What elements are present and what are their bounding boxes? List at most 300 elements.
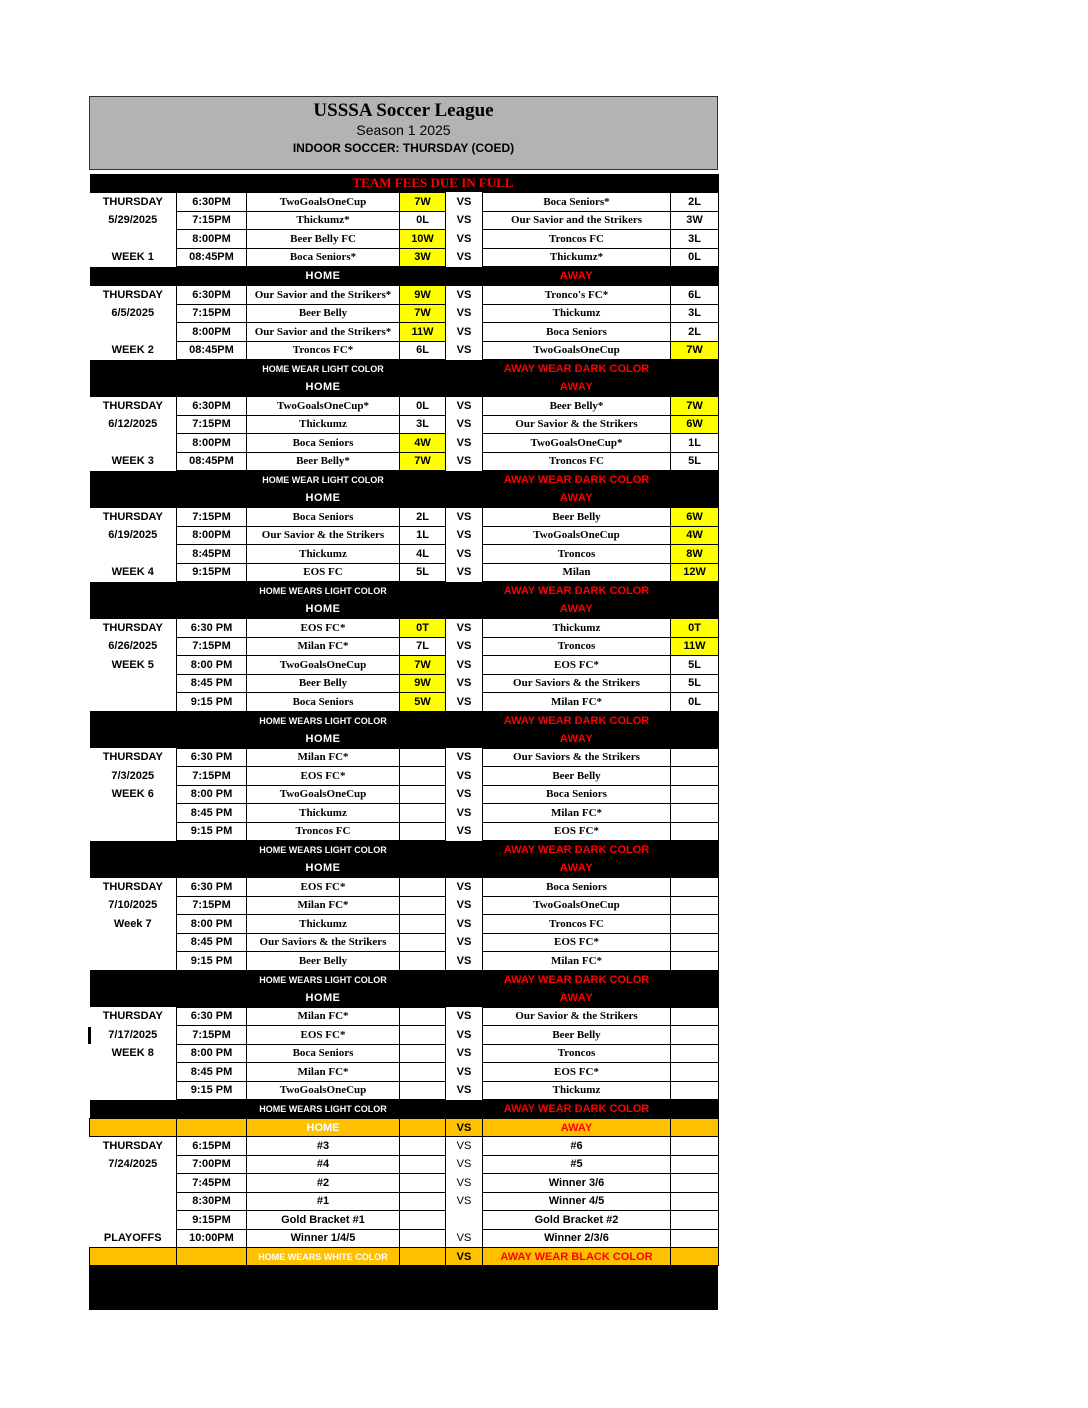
away-header: AWAY (483, 267, 671, 286)
vs-label: VS (446, 341, 483, 360)
away-score: 5L (671, 452, 719, 471)
game-row (90, 933, 719, 952)
week-date: 5/29/2025 (90, 211, 177, 230)
game-row (90, 1063, 719, 1082)
away-score (671, 1229, 719, 1248)
home-wear-label: HOME WEARS LIGHT COLOR (247, 970, 400, 989)
away-team: Winner 2/3/6 (483, 1229, 671, 1248)
home-score (400, 1081, 446, 1100)
game-time: 8:45 PM (177, 933, 247, 952)
home-score: 10W (400, 230, 446, 249)
vs-label: VS (446, 545, 483, 564)
vs-label: VS (446, 637, 483, 656)
vs-label: VS (446, 193, 483, 212)
away-wear-label: AWAY WEAR BLACK COLOR (483, 1248, 671, 1266)
home-wear-label: HOME WEARS WHITE COLOR (247, 1248, 400, 1266)
vs-label: VS (446, 748, 483, 767)
game-time: 9:15 PM (177, 1081, 247, 1100)
empty-cell (90, 1211, 177, 1230)
home-header: HOME (247, 267, 400, 286)
vs-label: VS (446, 1081, 483, 1100)
home-team: Thickumz (247, 915, 400, 934)
week-day: THURSDAY (90, 193, 177, 212)
home-score (400, 1155, 446, 1174)
away-team: TwoGoalsOneCup (483, 526, 671, 545)
vs-label: VS (446, 526, 483, 545)
home-team: Boca Seniors (247, 693, 400, 712)
game-row (90, 526, 719, 545)
week-date: 7/3/2025 (90, 767, 177, 786)
home-header: HOME (247, 1119, 400, 1137)
home-score: 5L (400, 563, 446, 582)
game-time: 6:30 PM (177, 1007, 247, 1026)
home-score: 6L (400, 341, 446, 360)
home-team: EOS FC* (247, 619, 400, 638)
away-score (671, 748, 719, 767)
home-score (400, 1026, 446, 1045)
home-team: TwoGoalsOneCup (247, 1081, 400, 1100)
home-score (400, 767, 446, 786)
game-row (90, 637, 719, 656)
away-score (671, 822, 719, 841)
game-row (90, 785, 719, 804)
home-team: Winner 1/4/5 (247, 1229, 400, 1248)
away-header: AWAY (483, 600, 671, 619)
home-score (400, 785, 446, 804)
game-time: 6:15PM (177, 1137, 247, 1156)
empty-cell (90, 434, 177, 453)
week-day: THURSDAY (90, 878, 177, 897)
title-block (89, 96, 718, 170)
game-row (90, 619, 719, 638)
away-score: 12W (671, 563, 719, 582)
away-team: Thickumz (483, 1081, 671, 1100)
home-score (400, 1063, 446, 1082)
away-score (671, 804, 719, 823)
empty-cell (90, 1192, 177, 1211)
game-time: 8:00PM (177, 434, 247, 453)
uniform-color-row (90, 970, 719, 989)
away-team: Winner 3/6 (483, 1174, 671, 1193)
away-score: 7W (671, 341, 719, 360)
game-time: 9:15PM (177, 563, 247, 582)
game-time: 08:45PM (177, 341, 247, 360)
game-row (90, 193, 719, 212)
vs-label: VS (446, 785, 483, 804)
game-row (90, 397, 719, 416)
vs-label: VS (446, 804, 483, 823)
week-date: 7/10/2025 (90, 896, 177, 915)
away-header: AWAY (483, 730, 671, 749)
uniform-color-row (90, 471, 719, 490)
vs-label: VS (446, 1192, 483, 1211)
home-score (400, 1229, 446, 1248)
home-score: 0L (400, 211, 446, 230)
home-team: #1 (247, 1192, 400, 1211)
home-team: Troncos FC* (247, 341, 400, 360)
away-score (671, 896, 719, 915)
away-team: Milan FC* (483, 693, 671, 712)
playoff-game-row (90, 1229, 719, 1248)
game-time: 08:45PM (177, 248, 247, 267)
week-date: 6/5/2025 (90, 304, 177, 323)
game-row (90, 211, 719, 230)
home-score (400, 1174, 446, 1193)
away-team: Tronco's FC* (483, 286, 671, 305)
vs-label: VS (446, 878, 483, 897)
game-time: 6:30PM (177, 193, 247, 212)
away-wear-label: AWAY WEAR DARK COLOR (483, 582, 671, 601)
uniform-color-row (90, 711, 719, 730)
home-team: Milan FC* (247, 1063, 400, 1082)
game-time: 9:15 PM (177, 822, 247, 841)
home-team: TwoGoalsOneCup* (247, 397, 400, 416)
vs-label: VS (446, 1119, 483, 1137)
week-label: WEEK 4 (90, 563, 177, 582)
game-row (90, 822, 719, 841)
away-score: 0L (671, 248, 719, 267)
vs-label: VS (446, 211, 483, 230)
game-time: 7:15PM (177, 637, 247, 656)
home-score (400, 896, 446, 915)
game-time: 7:15PM (177, 415, 247, 434)
vs-label: VS (446, 896, 483, 915)
fees-banner: TEAM FEES DUE IN FULL (247, 174, 719, 193)
home-score: 3W (400, 248, 446, 267)
game-time: 8:00PM (177, 526, 247, 545)
week-label: Week 7 (90, 915, 177, 934)
vs-label: VS (446, 656, 483, 675)
playoffs-label: PLAYOFFS (90, 1229, 177, 1248)
away-team: Our Savior & the Strikers (483, 1007, 671, 1026)
game-row (90, 878, 719, 897)
vs-label: VS (446, 248, 483, 267)
away-score (671, 952, 719, 971)
home-team: Our Savior & the Strikers (247, 526, 400, 545)
away-wear-label: AWAY WEAR DARK COLOR (483, 1100, 671, 1119)
vs-label: VS (446, 1007, 483, 1026)
away-score: 1L (671, 434, 719, 453)
game-row (90, 230, 719, 249)
home-team: EOS FC* (247, 878, 400, 897)
vs-label: VS (446, 415, 483, 434)
game-row (90, 674, 719, 693)
home-team: Our Savior and the Strikers* (247, 323, 400, 342)
playoff-game-row (90, 1174, 719, 1193)
game-row (90, 1007, 719, 1026)
home-team: #4 (247, 1155, 400, 1174)
home-team: Milan FC* (247, 1007, 400, 1026)
home-header: HOME (247, 989, 400, 1008)
away-team: Troncos (483, 1044, 671, 1063)
home-wear-label: HOME WEAR LIGHT COLOR (247, 360, 400, 379)
empty-cell (90, 323, 177, 342)
vs-label: VS (446, 323, 483, 342)
week-date: 7/17/2025 (90, 1026, 177, 1045)
away-score (671, 878, 719, 897)
home-team: Thickumz (247, 415, 400, 434)
week-label: WEEK 6 (90, 785, 177, 804)
vs-label: VS (446, 1137, 483, 1156)
home-score: 9W (400, 674, 446, 693)
empty-cell (90, 804, 177, 823)
away-score (671, 1007, 719, 1026)
week-day: THURSDAY (90, 619, 177, 638)
vs-label: VS (446, 397, 483, 416)
home-away-header-row (90, 989, 719, 1008)
home-team: Boca Seniors (247, 434, 400, 453)
away-team: Boca Seniors (483, 323, 671, 342)
away-team: TwoGoalsOneCup (483, 896, 671, 915)
home-wear-label: HOME WEARS LIGHT COLOR (247, 711, 400, 730)
game-time: 10:00PM (177, 1229, 247, 1248)
game-time: 8:30PM (177, 1192, 247, 1211)
vs-label: VS (446, 434, 483, 453)
uniform-color-row (90, 841, 719, 860)
away-score (671, 1063, 719, 1082)
vs-label: VS (446, 693, 483, 712)
away-score (671, 1026, 719, 1045)
empty-cell (90, 933, 177, 952)
home-team: TwoGoalsOneCup (247, 656, 400, 675)
away-score: 0L (671, 693, 719, 712)
league-title: USSSA Soccer League (313, 100, 494, 121)
game-time: 8:00 PM (177, 656, 247, 675)
home-score (400, 1211, 446, 1230)
home-team: #2 (247, 1174, 400, 1193)
game-time: 7:15PM (177, 211, 247, 230)
week-date: 6/12/2025 (90, 415, 177, 434)
game-row (90, 415, 719, 434)
vs-label: VS (446, 1174, 483, 1193)
away-team: Beer Belly (483, 508, 671, 527)
week-day: THURSDAY (90, 397, 177, 416)
week-label: WEEK 3 (90, 452, 177, 471)
home-score: 4L (400, 545, 446, 564)
away-team: Troncos (483, 545, 671, 564)
away-header: AWAY (483, 378, 671, 397)
away-score (671, 1044, 719, 1063)
week-day: THURSDAY (90, 1007, 177, 1026)
game-time: 8:00PM (177, 230, 247, 249)
home-header: HOME (247, 600, 400, 619)
away-score: 3W (671, 211, 719, 230)
home-score (400, 1044, 446, 1063)
away-score: 4W (671, 526, 719, 545)
vs-label: VS (446, 452, 483, 471)
away-team: Troncos (483, 637, 671, 656)
away-score (671, 1192, 719, 1211)
home-score (400, 822, 446, 841)
game-row (90, 952, 719, 971)
home-team: EOS FC* (247, 767, 400, 786)
game-time: 8:00 PM (177, 915, 247, 934)
game-time: 7:00PM (177, 1155, 247, 1174)
game-time: 7:15PM (177, 304, 247, 323)
away-team: Our Savior and the Strikers (483, 211, 671, 230)
away-team: Our Saviors & the Strikers (483, 748, 671, 767)
home-team: Gold Bracket #1 (247, 1211, 400, 1230)
away-team: #5 (483, 1155, 671, 1174)
week-label: WEEK 8 (90, 1044, 177, 1063)
week-day: THURSDAY (90, 286, 177, 305)
away-team: Our Savior & the Strikers (483, 415, 671, 434)
empty-cell (90, 230, 177, 249)
home-wear-label: HOME WEARS LIGHT COLOR (247, 1100, 400, 1119)
home-header: HOME (247, 489, 400, 508)
vs-label: VS (446, 1026, 483, 1045)
home-score: 1L (400, 526, 446, 545)
home-team: Milan FC* (247, 637, 400, 656)
playoff-header-row (90, 1119, 719, 1137)
game-time: 8:45PM (177, 545, 247, 564)
game-row (90, 896, 719, 915)
game-time: 6:30 PM (177, 878, 247, 897)
away-header: AWAY (483, 989, 671, 1008)
away-team: Gold Bracket #2 (483, 1211, 671, 1230)
home-score (400, 1007, 446, 1026)
home-score: 5W (400, 693, 446, 712)
vs-label: VS (446, 1155, 483, 1174)
home-team: Troncos FC (247, 822, 400, 841)
away-header: AWAY (483, 859, 671, 878)
vs-label: VS (446, 563, 483, 582)
empty-cell (90, 674, 177, 693)
home-score: 0T (400, 619, 446, 638)
uniform-color-row (90, 1100, 719, 1119)
vs-label: VS (446, 952, 483, 971)
away-team: TwoGoalsOneCup (483, 341, 671, 360)
away-score (671, 1081, 719, 1100)
game-time: 7:15PM (177, 1026, 247, 1045)
home-score: 4W (400, 434, 446, 453)
game-row (90, 341, 719, 360)
home-wear-label: HOME WEAR LIGHT COLOR (247, 471, 400, 490)
week-date: 7/24/2025 (90, 1155, 177, 1174)
home-score: 7W (400, 656, 446, 675)
week-date: 6/26/2025 (90, 637, 177, 656)
home-score: 0L (400, 397, 446, 416)
away-team: Troncos FC (483, 915, 671, 934)
margin-mark (88, 1027, 91, 1044)
away-score: 8W (671, 545, 719, 564)
season-label: Season 1 2025 (356, 122, 451, 138)
home-away-header-row (90, 859, 719, 878)
away-score (671, 785, 719, 804)
home-score: 7W (400, 304, 446, 323)
home-team: Beer Belly (247, 674, 400, 693)
game-row (90, 915, 719, 934)
game-time: 7:15PM (177, 896, 247, 915)
away-wear-label: AWAY WEAR DARK COLOR (483, 841, 671, 860)
away-team: TwoGoalsOneCup* (483, 434, 671, 453)
home-header: HOME (247, 859, 400, 878)
game-time: 8:45 PM (177, 1063, 247, 1082)
vs-label: VS (446, 674, 483, 693)
empty-cell (90, 1063, 177, 1082)
away-score: 11W (671, 637, 719, 656)
home-team: Milan FC* (247, 748, 400, 767)
game-row (90, 286, 719, 305)
uniform-color-row (90, 360, 719, 379)
empty-cell (90, 693, 177, 712)
vs-label: VS (446, 619, 483, 638)
away-team: Our Saviors & the Strikers (483, 674, 671, 693)
away-score: 6L (671, 286, 719, 305)
week-day: THURSDAY (90, 508, 177, 527)
game-time: 08:45PM (177, 452, 247, 471)
game-row (90, 1081, 719, 1100)
home-team: TwoGoalsOneCup (247, 785, 400, 804)
away-team: Beer Belly (483, 767, 671, 786)
home-team: #3 (247, 1137, 400, 1156)
away-wear-label: AWAY WEAR DARK COLOR (483, 970, 671, 989)
home-score (400, 878, 446, 897)
away-score: 2L (671, 323, 719, 342)
away-team: Thickumz (483, 304, 671, 323)
game-row (90, 563, 719, 582)
game-time: 8:00 PM (177, 785, 247, 804)
game-row (90, 323, 719, 342)
home-score: 7L (400, 637, 446, 656)
game-row (90, 248, 719, 267)
home-team: Thickumz (247, 545, 400, 564)
home-header: HOME (247, 730, 400, 749)
home-team: Boca Seniors (247, 508, 400, 527)
game-row (90, 1044, 719, 1063)
game-row (90, 1026, 719, 1045)
away-team: EOS FC* (483, 822, 671, 841)
game-row (90, 767, 719, 786)
away-score (671, 1211, 719, 1230)
away-wear-label: AWAY WEAR DARK COLOR (483, 360, 671, 379)
vs-label: VS (446, 933, 483, 952)
away-team: Winner 4/5 (483, 1192, 671, 1211)
home-team: Beer Belly (247, 952, 400, 971)
away-team: Beer Belly* (483, 397, 671, 416)
away-score: 2L (671, 193, 719, 212)
home-team: EOS FC* (247, 1026, 400, 1045)
game-row (90, 545, 719, 564)
home-away-header-row (90, 489, 719, 508)
away-team: Milan (483, 563, 671, 582)
away-score (671, 1174, 719, 1193)
fees-banner-row (90, 174, 719, 193)
week-day: THURSDAY (90, 1137, 177, 1156)
uniform-color-row (90, 582, 719, 601)
away-team: Milan FC* (483, 952, 671, 971)
game-time: 6:30PM (177, 397, 247, 416)
vs-label: VS (446, 304, 483, 323)
away-team: Thickumz* (483, 248, 671, 267)
home-score: 11W (400, 323, 446, 342)
game-time: 8:00PM (177, 323, 247, 342)
playoff-game-row (90, 1192, 719, 1211)
vs-label: VS (446, 508, 483, 527)
game-time: 6:30PM (177, 286, 247, 305)
home-team: EOS FC (247, 563, 400, 582)
away-score: 6W (671, 508, 719, 527)
game-time: 9:15 PM (177, 693, 247, 712)
away-team: Milan FC* (483, 804, 671, 823)
game-row (90, 748, 719, 767)
home-away-header-row (90, 378, 719, 397)
home-away-header-row (90, 267, 719, 286)
game-time: 6:30 PM (177, 748, 247, 767)
playoff-game-row (90, 1137, 719, 1156)
away-team: Troncos FC (483, 452, 671, 471)
playoff-game-row (90, 1211, 719, 1230)
